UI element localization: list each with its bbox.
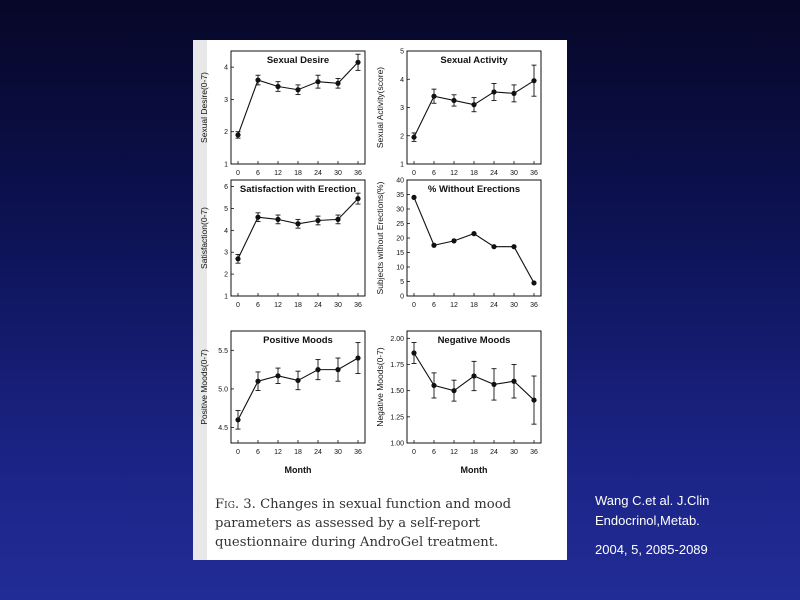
satisfaction-erection-ytick-label: 4: [224, 227, 228, 235]
without-erections-data-point: [411, 195, 416, 200]
sexual-activity-ytick-label: 3: [400, 105, 404, 112]
negative-moods-data-point: [531, 397, 536, 402]
without-erections-ytick-label: 25: [396, 221, 404, 228]
sexual-desire-xtick-label: 12: [274, 170, 282, 177]
positive-moods-data-point: [275, 373, 280, 378]
positive-moods-data-point: [295, 378, 300, 383]
positive-moods-ytick-label: 5.0: [218, 386, 228, 394]
citation-line-3: 2004, 5, 2085-2089: [595, 542, 708, 557]
sexual-desire-title: Sexual Desire: [266, 55, 330, 66]
positive-moods-xtick-label: 30: [334, 449, 342, 456]
plots-grid: [193, 40, 567, 500]
positive-moods-xtick-label: 12: [274, 449, 282, 456]
satisfaction-erection-data-point: [355, 196, 360, 201]
positive-moods-xtick-label: 24: [314, 449, 322, 456]
sexual-activity-data-point: [511, 91, 516, 96]
sexual-desire-data-point: [295, 87, 300, 92]
without-erections-data-point: [431, 243, 436, 248]
negative-moods-title: Negative Moods: [437, 335, 511, 346]
negative-moods-data-point: [411, 350, 416, 355]
negative-moods-data-point: [451, 388, 456, 393]
negative-moods-ytick-label: 1.00: [390, 440, 404, 448]
figure-panel: [193, 40, 567, 560]
positive-moods-xtick-label: 0: [236, 449, 240, 456]
caption-fig-label: Fig. 3.: [215, 497, 256, 512]
sexual-activity-xtick-label: 30: [510, 170, 518, 177]
positive-moods-ytick-label: 5.5: [218, 347, 228, 355]
sexual-desire-data-point: [335, 81, 340, 86]
sexual-activity-xtick-label: 18: [470, 170, 478, 177]
satisfaction-erection-ytick-label: 2: [224, 271, 228, 279]
sexual-activity-xtick-label: 6: [432, 170, 436, 177]
without-erections-xtick-label: 12: [450, 302, 458, 309]
satisfaction-erection-data-point: [235, 256, 240, 261]
negative-moods-xtick-label: 0: [412, 449, 416, 456]
satisfaction-erection-data-point: [335, 217, 340, 222]
without-erections-xtick-label: 6: [432, 302, 436, 309]
sexual-activity-xtick-label: 36: [530, 170, 538, 177]
without-erections-ytick-label: 0: [400, 293, 404, 301]
satisfaction-erection-data-point: [295, 221, 300, 226]
positive-moods-data-point: [355, 355, 360, 360]
sexual-activity-xtick-label: 0: [412, 170, 416, 177]
without-erections-frame: [407, 180, 541, 296]
sexual-desire-ytick-label: 2: [224, 129, 228, 137]
satisfaction-erection-ylabel: Satisfaction(0-7): [199, 207, 209, 269]
positive-moods-ytick-label: 4.5: [218, 425, 228, 433]
sexual-activity-data-point: [491, 89, 496, 94]
without-erections-ytick-label: 35: [396, 192, 404, 199]
satisfaction-erection-xtick-label: 0: [236, 302, 240, 309]
satisfaction-erection-data-point: [275, 217, 280, 222]
without-erections-series-line: [414, 197, 534, 283]
sexual-activity-xtick-label: 24: [490, 170, 498, 177]
satisfaction-erection-data-point: [315, 218, 320, 223]
positive-moods-xlabel: Month: [284, 465, 312, 475]
without-erections-data-point: [531, 280, 536, 285]
negative-moods-xtick-label: 24: [490, 449, 498, 456]
negative-moods-ytick-label: 2.00: [390, 335, 404, 343]
without-erections-ytick-label: 15: [396, 250, 404, 257]
without-erections-ytick-label: 5: [400, 279, 404, 286]
citation-line-1: Wang C.et al. J.Clin: [595, 493, 710, 508]
satisfaction-erection-series-line: [238, 199, 358, 259]
positive-moods-data-point: [315, 367, 320, 372]
figure-caption: [215, 495, 560, 552]
without-erections-xtick-label: 18: [470, 302, 478, 309]
negative-moods-data-point: [491, 382, 496, 387]
negative-moods-xtick-label: 12: [450, 449, 458, 456]
sexual-desire-ylabel: Sexual Desire(0-7): [199, 72, 209, 143]
sexual-activity-data-point: [411, 135, 416, 140]
without-erections-xtick-label: 36: [530, 302, 538, 309]
positive-moods-ylabel: Positive Moods(0-7): [199, 349, 209, 425]
without-erections-data-point: [491, 244, 496, 249]
positive-moods-xtick-label: 36: [354, 449, 362, 456]
sexual-desire-data-point: [315, 79, 320, 84]
sexual-desire-data-point: [235, 132, 240, 137]
positive-moods-title: Positive Moods: [263, 335, 333, 346]
satisfaction-erection-ytick-label: 5: [224, 205, 228, 213]
negative-moods-xtick-label: 36: [530, 449, 538, 456]
satisfaction-erection-xtick-label: 18: [294, 302, 302, 309]
negative-moods-data-point: [431, 383, 436, 388]
sexual-desire-xtick-label: 18: [294, 170, 302, 177]
satisfaction-erection-xtick-label: 24: [314, 302, 322, 309]
sexual-desire-frame: [231, 51, 365, 164]
sexual-desire-ytick-label: 4: [224, 64, 228, 72]
sexual-activity-ylabel: Sexual Activity(score): [375, 66, 385, 149]
sexual-activity-data-point: [431, 94, 436, 99]
without-erections-ytick-label: 10: [396, 264, 404, 272]
sexual-activity-data-point: [471, 102, 476, 107]
positive-moods-data-point: [235, 417, 240, 422]
without-erections-ytick-label: 40: [396, 177, 404, 185]
sexual-desire-xtick-label: 6: [256, 170, 260, 177]
sexual-activity-ytick-label: 2: [400, 133, 404, 141]
negative-moods-xlabel: Month: [460, 465, 488, 475]
satisfaction-erection-frame: [231, 180, 365, 296]
negative-moods-data-point: [471, 373, 476, 378]
citation-block: [595, 491, 795, 560]
sexual-desire-data-point: [355, 60, 360, 65]
without-erections-ylabel: Subjects without Erections(%): [375, 181, 385, 295]
sexual-desire-xtick-label: 24: [314, 170, 322, 177]
sexual-desire-xtick-label: 0: [236, 170, 240, 177]
sexual-activity-data-point: [451, 98, 456, 103]
satisfaction-erection-xtick-label: 12: [274, 302, 282, 309]
negative-moods-xtick-label: 6: [432, 449, 436, 456]
sexual-activity-data-point: [531, 78, 536, 83]
without-erections-xtick-label: 24: [490, 302, 498, 309]
sexual-activity-title: Sexual Activity: [440, 55, 508, 66]
negative-moods-ytick-label: 1.50: [390, 388, 404, 396]
sexual-activity-ytick-label: 4: [400, 76, 404, 84]
sexual-desire-xtick-label: 30: [334, 170, 342, 177]
satisfaction-erection-xtick-label: 30: [334, 302, 342, 309]
without-erections-data-point: [471, 231, 476, 236]
positive-moods-data-point: [335, 367, 340, 372]
satisfaction-erection-ytick-label: 3: [224, 249, 228, 257]
satisfaction-erection-ytick-label: 1: [224, 293, 228, 301]
sexual-desire-data-point: [275, 84, 280, 89]
without-erections-title: % Without Erections: [427, 184, 521, 195]
sexual-activity-ytick-label: 1: [400, 161, 404, 169]
caption-text: Changes in sexual function and mood parameters as assessed by a self-report questionnaire during AndroGel treatment.: [215, 497, 512, 550]
satisfaction-erection-xtick-label: 36: [354, 302, 362, 309]
without-erections-xtick-label: 30: [510, 302, 518, 309]
satisfaction-erection-data-point: [255, 215, 260, 220]
without-erections-xtick-label: 0: [412, 302, 416, 309]
positive-moods-data-point: [255, 379, 260, 384]
sexual-desire-data-point: [255, 77, 260, 82]
positive-moods-xtick-label: 18: [294, 449, 302, 456]
citation-line-2: Endocrinol,Metab.: [595, 513, 700, 528]
satisfaction-erection-ytick-label: 6: [224, 184, 228, 192]
negative-moods-ytick-label: 1.25: [390, 414, 404, 422]
negative-moods-data-point: [511, 379, 516, 384]
without-erections-data-point: [511, 244, 516, 249]
sexual-desire-xtick-label: 36: [354, 170, 362, 177]
negative-moods-ylabel: Negative Moods(0-7): [375, 347, 385, 427]
sexual-desire-ytick-label: 3: [224, 96, 228, 104]
without-erections-data-point: [451, 238, 456, 243]
sexual-activity-xtick-label: 12: [450, 170, 458, 177]
without-erections-ytick-label: 30: [396, 206, 404, 214]
negative-moods-ytick-label: 1.75: [390, 361, 404, 369]
satisfaction-erection-title: Satisfaction with Erection: [239, 184, 357, 195]
sexual-desire-ytick-label: 1: [224, 161, 228, 169]
sexual-activity-ytick-label: 5: [400, 48, 404, 56]
negative-moods-xtick-label: 18: [470, 449, 478, 456]
without-erections-ytick-label: 20: [396, 235, 404, 243]
positive-moods-xtick-label: 6: [256, 449, 260, 456]
negative-moods-xtick-label: 30: [510, 449, 518, 456]
sexual-desire-series-line: [238, 62, 358, 135]
satisfaction-erection-xtick-label: 6: [256, 302, 260, 309]
